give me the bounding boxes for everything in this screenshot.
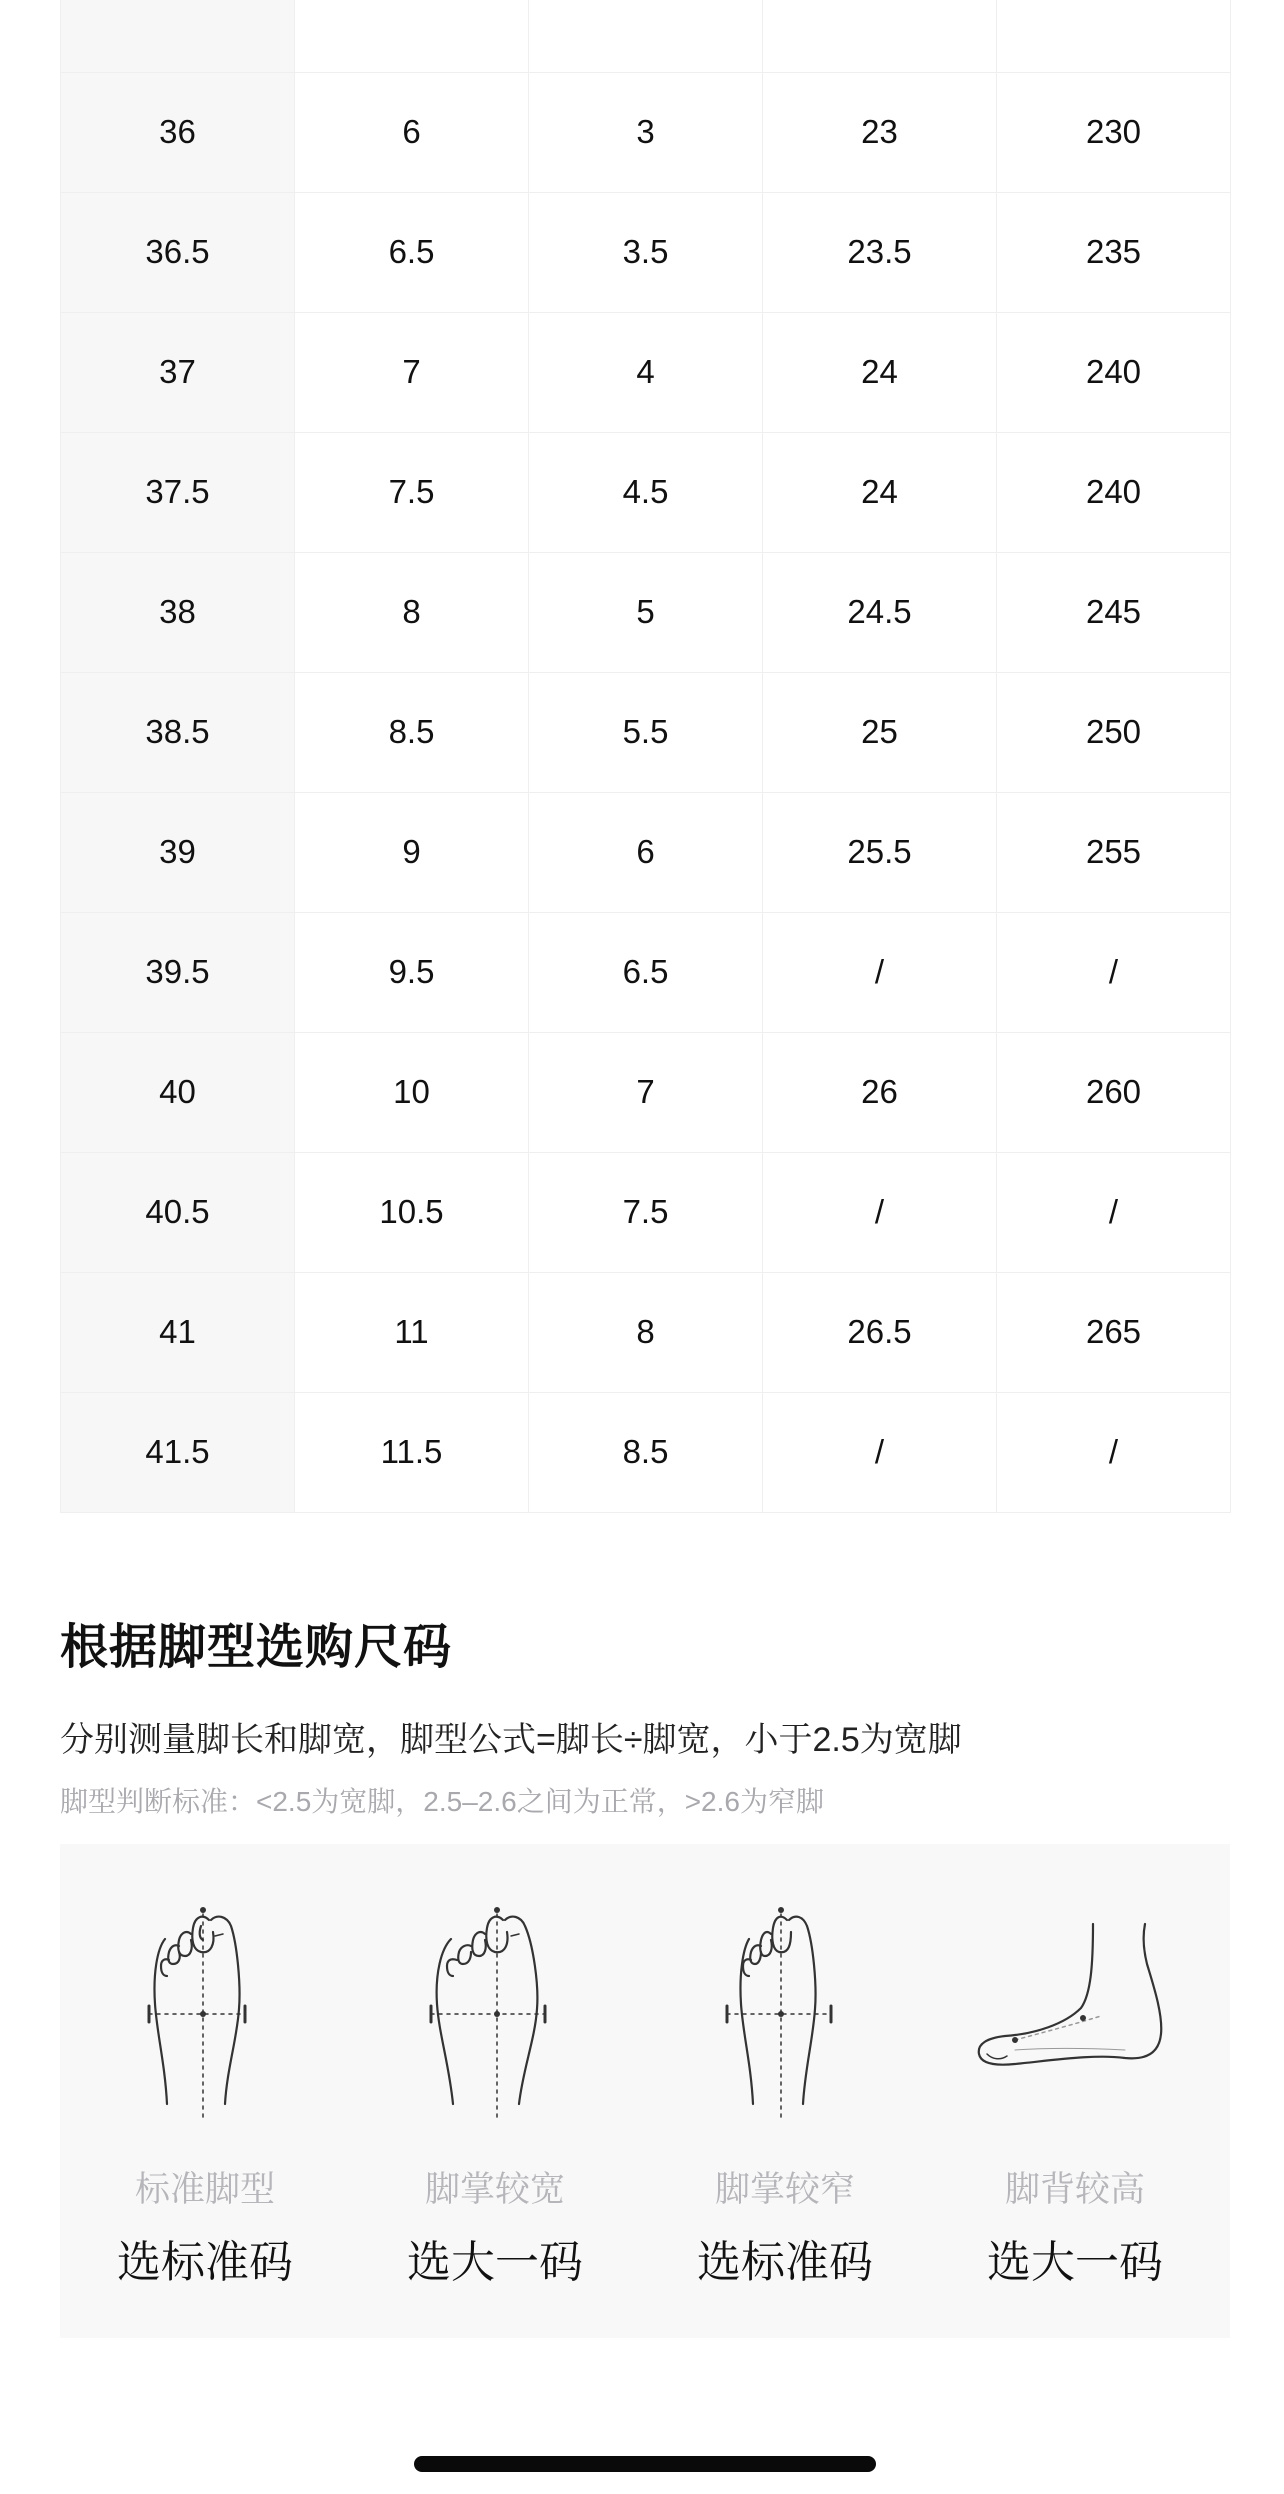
foot-type-panel — [60, 1844, 1230, 2338]
table-cell: 235 — [997, 192, 1231, 312]
table-row — [61, 552, 1231, 672]
foot-card-standard — [60, 1844, 350, 2338]
table-cell: 37 — [61, 312, 295, 432]
table-cell: 40.5 — [61, 1152, 295, 1272]
table-row — [61, 1392, 1231, 1512]
table-cell: 8 — [529, 1272, 763, 1392]
table-cell: 26 — [763, 1032, 997, 1152]
table-row — [61, 1152, 1231, 1272]
table-cell: 8 — [295, 552, 529, 672]
table-cell: 24 — [763, 432, 997, 552]
table-cell: 7 — [529, 1032, 763, 1152]
table-cell: 3.5 — [529, 192, 763, 312]
table-cell: 24 — [763, 312, 997, 432]
table-row — [61, 72, 1231, 192]
table-row — [61, 1272, 1231, 1392]
table-cell: 25.5 — [763, 792, 997, 912]
table-cell: 7 — [295, 312, 529, 432]
foot-size-recommendation: 选大一码 — [407, 2238, 583, 2287]
table-row — [61, 192, 1231, 312]
foot-card-high-instep — [930, 1844, 1220, 2338]
table-cell: / — [763, 1392, 997, 1512]
foot-top-wide-icon — [395, 1904, 595, 2124]
foot-type-label: 脚掌较宽 — [424, 2170, 565, 2209]
table-cell: / — [997, 1152, 1231, 1272]
table-cell: 245 — [997, 552, 1231, 672]
foot-type-label: 脚掌较窄 — [714, 2170, 855, 2209]
foot-card-wide — [350, 1844, 640, 2338]
table-cell: 3 — [529, 72, 763, 192]
table-cell: 6 — [529, 792, 763, 912]
table-cell: 260 — [997, 1032, 1231, 1152]
table-cell: 240 — [997, 312, 1231, 432]
table-cell: 4 — [529, 312, 763, 432]
table-cell: 10 — [295, 1032, 529, 1152]
table-cell: 39 — [61, 792, 295, 912]
table-cell: 240 — [997, 432, 1231, 552]
home-indicator[interactable] — [414, 2456, 876, 2472]
table-row — [61, 672, 1231, 792]
table-cell: 41 — [61, 1272, 295, 1392]
table-cell: 7.5 — [295, 432, 529, 552]
table-cell: / — [763, 1152, 997, 1272]
table-cell: 11 — [295, 1272, 529, 1392]
table-cell: 38 — [61, 552, 295, 672]
table-cell: 9 — [295, 792, 529, 912]
table-cell: 23.5 — [763, 192, 997, 312]
foot-type-label: 脚背较高 — [1004, 2170, 1145, 2209]
table-cell: 265 — [997, 1272, 1231, 1392]
table-cell: 36 — [61, 72, 295, 192]
table-row — [61, 912, 1231, 1032]
table-cell: 38.5 — [61, 672, 295, 792]
table-cell: 10.5 — [295, 1152, 529, 1272]
table-cell: 4.5 — [529, 432, 763, 552]
table-cell: 25 — [763, 672, 997, 792]
table-cell: 39.5 — [61, 912, 295, 1032]
table-cell: 41.5 — [61, 1392, 295, 1512]
foot-top-narrow-icon — [685, 1904, 885, 2124]
table-cell: 24.5 — [763, 552, 997, 672]
table-cell: 6.5 — [529, 912, 763, 1032]
foot-size-recommendation: 选标准码 — [117, 2238, 293, 2287]
foot-type-section-title: 根据脚型选购尺码 — [60, 1621, 453, 1674]
size-table — [60, 0, 1231, 1513]
foot-card-narrow — [640, 1844, 930, 2338]
table-cell: 40 — [61, 1032, 295, 1152]
table-row — [61, 792, 1231, 912]
table-cell: / — [997, 1392, 1231, 1512]
table-cell: / — [763, 912, 997, 1032]
table-row — [61, 312, 1231, 432]
table-cell: 255 — [997, 792, 1231, 912]
table-cell: 7.5 — [529, 1152, 763, 1272]
table-cell: 5 — [529, 552, 763, 672]
foot-type-formula: 分别测量脚长和脚宽，脚型公式=脚长÷脚宽，小于2.5为宽脚 — [60, 1721, 962, 1759]
table-cell: 250 — [997, 672, 1231, 792]
foot-type-label: 标准脚型 — [134, 2170, 275, 2209]
table-cell: 26.5 — [763, 1272, 997, 1392]
table-cell: 230 — [997, 72, 1231, 192]
table-row-partial — [61, 0, 1231, 72]
table-cell: 6.5 — [295, 192, 529, 312]
size-table-body — [61, 0, 1231, 1512]
table-cell: 5.5 — [529, 672, 763, 792]
table-cell: 8.5 — [529, 1392, 763, 1512]
foot-type-criteria-note: 脚型判断标准：<2.5为宽脚，2.5–2.6之间为正常，>2.6为窄脚 — [60, 1786, 824, 1817]
foot-size-recommendation: 选大一码 — [987, 2238, 1163, 2287]
foot-side-high-instep-icon — [975, 1904, 1175, 2124]
table-row — [61, 1032, 1231, 1152]
table-cell: 11.5 — [295, 1392, 529, 1512]
foot-top-standard-icon — [105, 1904, 305, 2124]
table-cell: 36.5 — [61, 192, 295, 312]
table-cell: / — [997, 912, 1231, 1032]
table-cell: 6 — [295, 72, 529, 192]
table-cell: 9.5 — [295, 912, 529, 1032]
table-cell: 37.5 — [61, 432, 295, 552]
foot-size-recommendation: 选标准码 — [697, 2238, 873, 2287]
table-cell: 8.5 — [295, 672, 529, 792]
table-cell: 23 — [763, 72, 997, 192]
table-row — [61, 432, 1231, 552]
